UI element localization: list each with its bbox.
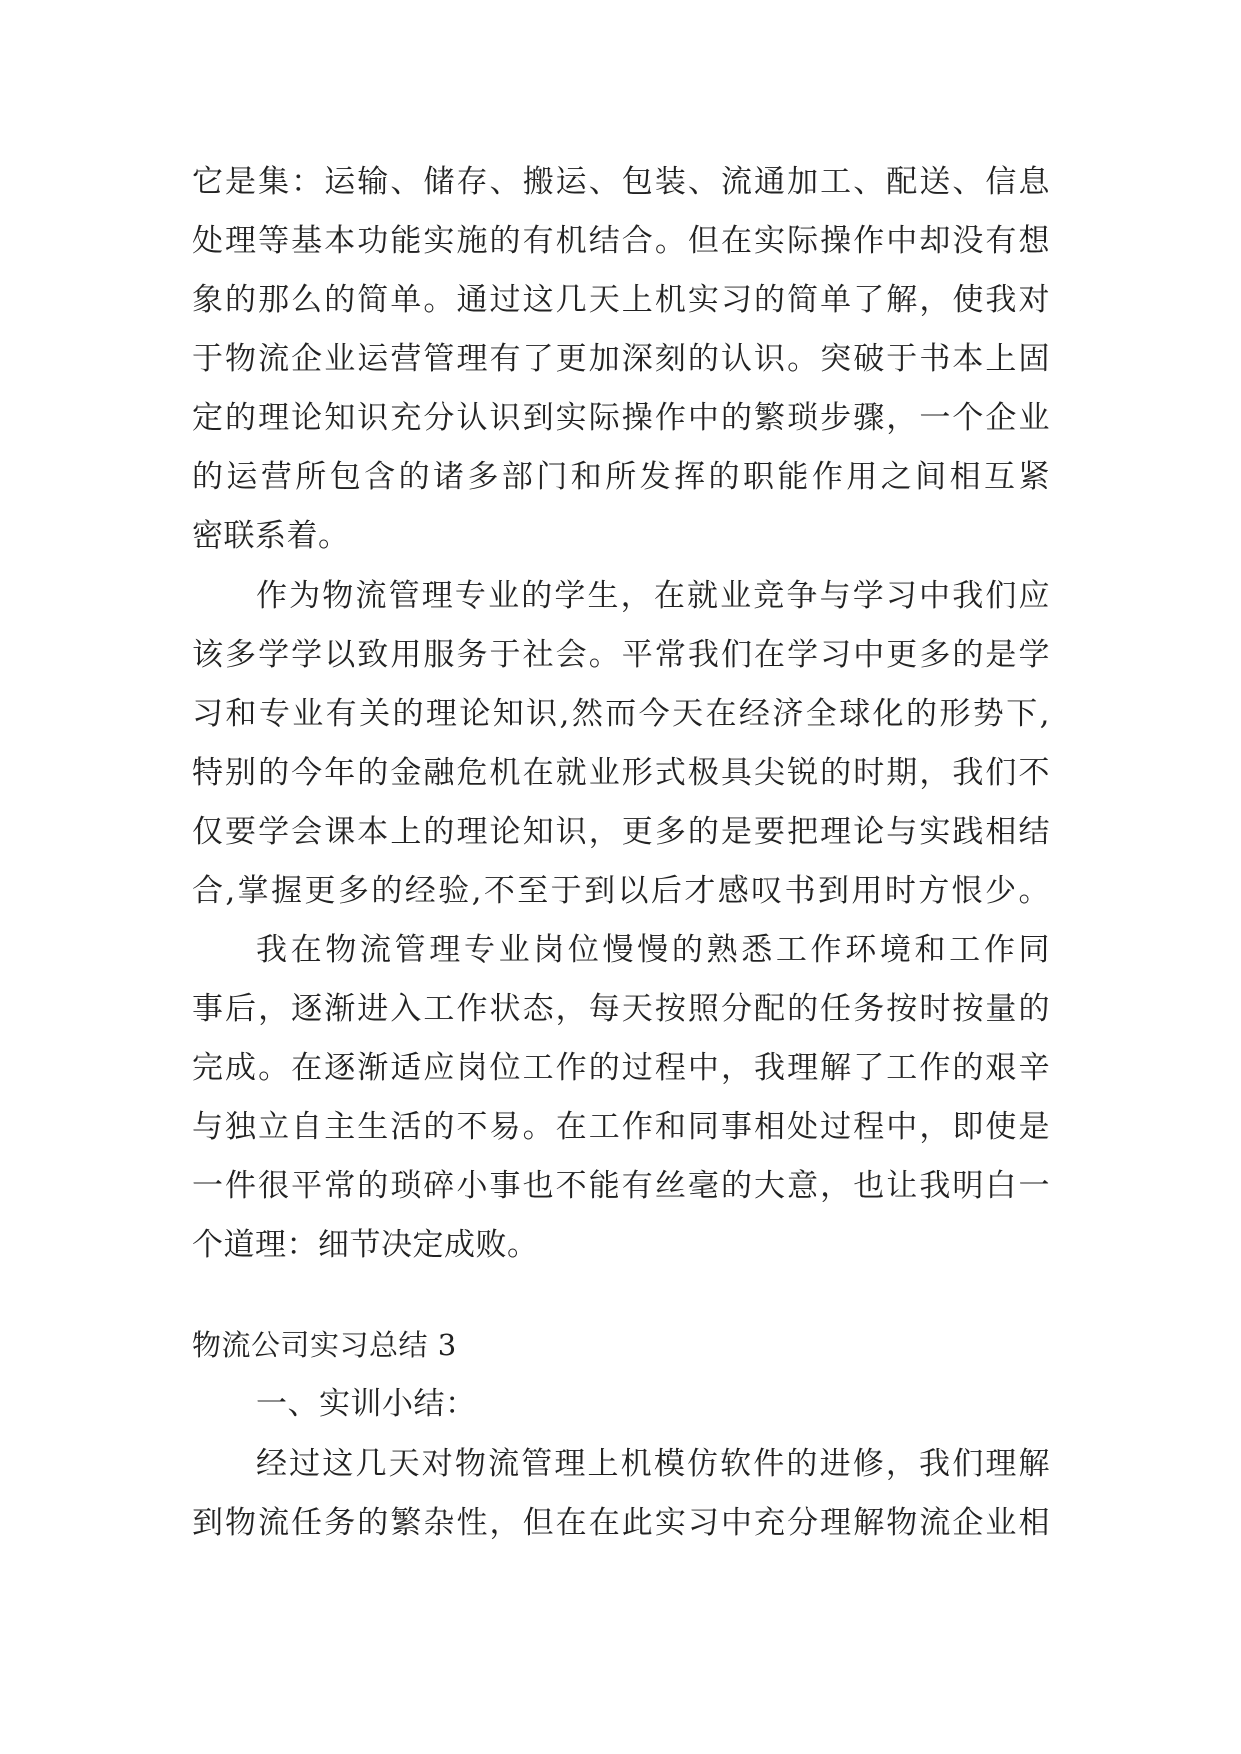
paragraph-line: 经过这几天对物流管理上机模仿软件的进修，我们理解 — [256, 1446, 1050, 1482]
paragraph-line: 完成。在逐渐适应岗位工作的过程中，我理解了工作的艰辛 — [192, 1050, 1050, 1086]
paragraph-line: 定的理论知识充分认识到实际操作中的繁琐步骤，一个企业 — [192, 400, 1050, 436]
paragraph-line: 事后，逐渐进入工作状态，每天按照分配的任务按时按量的 — [192, 991, 1050, 1027]
paragraph-line: 到物流任务的繁杂性，但在在此实习中充分理解物流企业相 — [192, 1505, 1050, 1541]
section-title: 物流公司实习总结 3 — [192, 1328, 457, 1362]
paragraph-line: 处理等基本功能实施的有机结合。但在实际操作中却没有想 — [192, 223, 1050, 259]
paragraph-line: 一件很平常的琐碎小事也不能有丝毫的大意，也让我明白一 — [192, 1168, 1050, 1204]
paragraph-line: 习和专业有关的理论知识,然而今天在经济全球化的形势下, — [192, 696, 1050, 732]
paragraph-line: 于物流企业运营管理有了更加深刻的认识。突破于书本上固 — [192, 341, 1050, 377]
paragraph-line: 密联系着。 — [192, 518, 350, 554]
paragraph-line: 合,掌握更多的经验,不至于到以后才感叹书到用时方恨少。 — [192, 873, 1050, 909]
paragraph-2 — [192, 567, 1050, 921]
paragraph-line: 特别的今年的金融危机在就业形式极具尖锐的时期，我们不 — [192, 755, 1050, 791]
paragraph-line: 作为物流管理专业的学生，在就业竞争与学习中我们应 — [256, 578, 1050, 614]
paragraph-line: 我在物流管理专业岗位慢慢的熟悉工作环境和工作同 — [256, 932, 1050, 968]
paragraph-line: 该多学学以致用服务于社会。平常我们在学习中更多的是学 — [192, 637, 1050, 673]
paragraph-line: 象的那么的简单。通过这几天上机实习的简单了解，使我对 — [192, 282, 1050, 318]
paragraph-line: 的运营所包含的诸多部门和所发挥的职能作用之间相互紧 — [192, 459, 1050, 495]
paragraph-line: 仅要学会课本上的理论知识，更多的是要把理论与实践相结 — [192, 814, 1050, 850]
paragraph-line: 它是集：运输、储存、搬运、包装、流通加工、配送、信息 — [192, 164, 1050, 200]
subsection-title: 一、实训小结： — [256, 1386, 477, 1422]
paragraph-line: 与独立自主生活的不易。在工作和同事相处过程中，即使是 — [192, 1109, 1050, 1145]
paragraph-1 — [192, 153, 1050, 566]
paragraph-3 — [192, 921, 1050, 1275]
paragraph-4 — [192, 1435, 1050, 1553]
paragraph-line: 个道理：细节决定成败。 — [192, 1227, 539, 1263]
